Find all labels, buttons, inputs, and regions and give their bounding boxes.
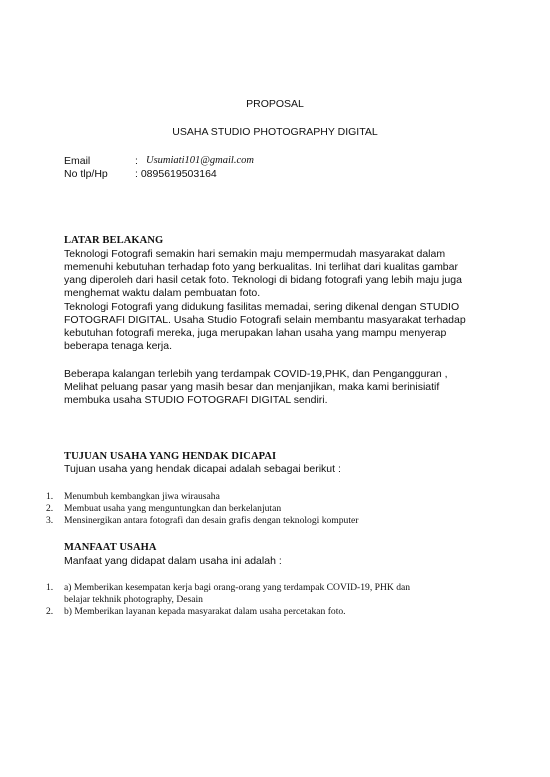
list-item: [0, 582, 550, 606]
list-text-line: belajar tekhnik photography, Desain: [64, 594, 203, 605]
tujuan-list: [0, 491, 550, 527]
paragraph-line: FOTOGRAFI DIGITAL. Usaha Studio Fotografi selain membantu masyarakat terhadap: [64, 314, 466, 326]
list-number: 2.: [46, 606, 54, 617]
paragraph-line: kebutuhan fotografi mereka, juga merupakan lahan usaha yang mampu menyerap: [64, 327, 447, 339]
list-number: 2.: [46, 503, 54, 514]
email-value: Usumiati101@gmail.com: [146, 155, 254, 166]
list-text: Mensinergikan antara fotografi dan desain grafis dengan teknologi komputer: [64, 515, 359, 526]
paragraph-line: membuka usaha STUDIO FOTOGRAFI DIGITAL sendiri.: [64, 394, 328, 406]
list-text: [64, 582, 484, 606]
list-text: Menumbuh kembangkan jiwa wirausaha: [64, 491, 220, 502]
list-item: [0, 515, 550, 527]
list-item: [0, 491, 550, 503]
manfaat-list: [0, 582, 550, 618]
tujuan-intro: Tujuan usaha yang hendak dicapai adalah sebagai berikut :: [64, 463, 341, 475]
list-number: 1.: [46, 582, 54, 593]
list-text: b) Memberikan layanan kepada masyarakat dalam usaha percetakan foto.: [64, 606, 346, 617]
list-number: 1.: [46, 491, 54, 502]
list-number: 3.: [46, 515, 54, 526]
phone-value: : 0895619503164: [135, 168, 217, 180]
manfaat-heading: MANFAAT USAHA: [64, 542, 157, 553]
phone-label: No tlp/Hp: [64, 168, 108, 180]
latar-paragraph-2: [64, 301, 484, 353]
latar-belakang-heading: LATAR BELAKANG: [64, 235, 164, 246]
paragraph-line: menghemat waktu dalam pembuatan foto.: [64, 287, 261, 299]
paragraph-line: Beberapa kalangan terlebih yang terdampak COVID-19,PHK, dan Pengangguran ,: [64, 368, 448, 380]
page-subtitle: USAHA STUDIO PHOTOGRAPHY DIGITAL: [172, 126, 378, 138]
paragraph-line: beberapa tenaga kerja.: [64, 340, 172, 352]
email-separator: :: [135, 155, 138, 167]
latar-paragraph-3: [64, 368, 484, 407]
paragraph-line: Teknologi Fotografi semakin hari semakin maju mempermudah masyarakat dalam: [64, 248, 446, 260]
list-item: [0, 606, 550, 618]
list-text-line: a) Memberikan kesempatan kerja bagi orang-orang yang terdampak COVID-19, PHK dan: [64, 582, 411, 593]
tujuan-heading: TUJUAN USAHA YANG HENDAK DICAPAI: [64, 451, 277, 462]
page-title: PROPOSAL: [246, 98, 304, 110]
paragraph-line: memenuhi kebutuhan terhadap foto yang berkualitas. Ini terlihat dari kualitas gambar: [64, 261, 458, 273]
email-label: Email: [64, 155, 91, 167]
paragraph-line: Melihat peluang pasar yang masih besar dan menjanjikan, maka kami berinisiatif: [64, 381, 440, 393]
latar-paragraph-1: [64, 248, 484, 300]
list-item: [0, 503, 550, 515]
manfaat-intro: Manfaat yang didapat dalam usaha ini adalah :: [64, 555, 282, 567]
paragraph-line: Teknologi Fotografi yang didukung fasilitas memadai, sering dikenal dengan STUDIO: [64, 301, 460, 313]
list-text: Membuat usaha yang menguntungkan dan berkelanjutan: [64, 503, 282, 514]
paragraph-line: yang diperoleh dari hasil cetak foto. Teknologi di bidang fotografi yang lebih maju juga: [64, 274, 462, 286]
